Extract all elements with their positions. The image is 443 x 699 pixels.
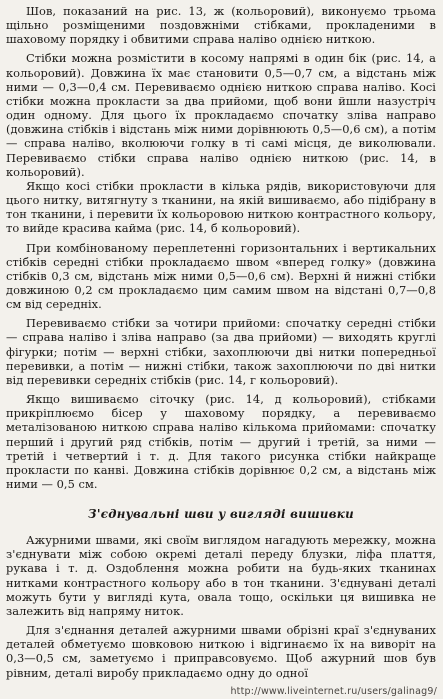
paragraph-4: При комбінованому переплетенні горизонтальних і вертикальних стібків середні стібки прокладаємо швом «вперед голку» (довжина стібків 0,3 см, відстань між ними 0,5—0,6 см). Верхні й нижні стібки довжиною 0,2 см прокладаємо цим самим швом на відстані 0,7—0,8 см від середніх. (6, 240, 436, 312)
paragraph-6: Якщо вишиваємо сіточку (рис. 14, д кольоровий), стібками прикріплюємо бісер у шаховому порядку, а перевиваємо металізованою ниткою справа наліво кількома прийомами: спочатку перший і другий ряд стібків, потім — другий і третій, за ними — третій і четвертий і т. д. Для такого рисунка стібки найкраще прокласти по канві. Довжина стібків дорівнює 0,2 см, а відстань між ними — 0,5 см. (6, 392, 436, 491)
watermark-url: http://www.liveinternet.ru/users/galinag9/ (230, 686, 437, 697)
paragraph-2: Стібки можна розмістити в косому напрямі в один бік (рис. 14, а кольоровий). Довжина їх має становити 0,5—0,7 см, а відстань між ними — 0,3—0,4 см. Перевиваємо однією ниткою справа наліво. Косі стібки можна прокласти за два прийоми, щоб вони йшли назустріч один одному. Для цього їх прокладаємо спочатку зліва направо (довжина стібків і відстань між ними дорівнюють 0,5—0,6 см), а потім — справа наліво, вколюючи голку в ті самі місця, де виколювали. Перевиваємо стібки справа наліво однією ниткою (рис. 14, в кольоровий). (6, 51, 436, 179)
section-heading: З'єднувальні шви у вигляді вишивки (88, 507, 354, 522)
document-page (6, 4, 436, 694)
paragraph-3: Якщо косі стібки прокласти в кілька рядів, використовуючи для цього нитку, витягнуту з тканини, на якій вишиваємо, або підібрану в тон тканини, і перевити їх кольоровою ниткою контрастного кольору, то вийде красива кайма (рис. 14, б кольоровий). (6, 178, 436, 236)
paragraph-1: Шов, показаний на рис. 13, ж (кольоровий), виконуємо трьома щільно розміщеними поздовжніми стібками, прокладеними в шаховому порядку і обвитими справа наліво однією ниткою. (6, 4, 436, 47)
paragraph-7: Ажурними швами, які своїм виглядом нагадують мережку, можна з'єднувати між собою окремі деталі переду блузки, ліфа плаття, рукава і т. д. Оздоблення можна робити на будь-яких тканинах нитками контрастного кольору або в тон тканини. З'єднувані деталі можуть бути у вигляді кута, овала тощо, оскільки ця вишивка не залежить від напряму ниток. (6, 533, 436, 618)
paragraph-8: Для з'єднання деталей ажурними швами обрізні краї з'єднуваних деталей обметуємо шовковою ниткою і відгинаємо їх на виворіт на 0,3—0,5 см, заметуємо і приправсовуємо. Щоб ажурний шов був рівним, деталі виробу прикладаємо одну до одної (6, 623, 436, 680)
paragraph-5: Перевиваємо стібки за чотири прийоми: спочатку середні стібки — справа наліво і зліва направо (за два прийоми) — виходять круглі фігурки; потім — верхні стібки, захоплюючи дві нитки попередньої перевивки, а потім — нижні стібки, також захоплюючи по дві нитки від перевивки середніх стібків (рис. 14, г кольоровий). (6, 316, 436, 387)
